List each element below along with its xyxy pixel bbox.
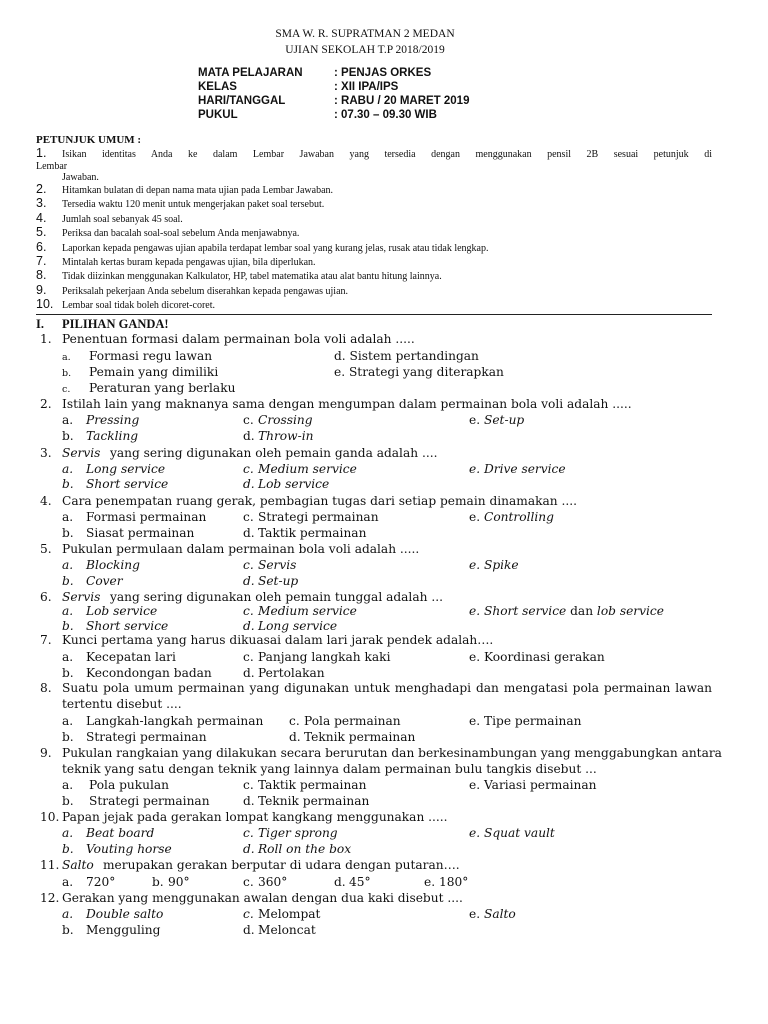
option-letter: c. [289, 714, 300, 728]
question-text: Cara penempatan ruang gerak, pembagian tugas dari setiap pemain dinamakan .... [62, 494, 577, 508]
option-letter: c. [243, 907, 254, 921]
section-number: I. [36, 317, 44, 331]
option-text: Kecondongan badan [86, 666, 212, 680]
option-text: Strategi permainan [258, 510, 379, 524]
option-text: Meloncat [258, 923, 316, 937]
option-letter: b. [62, 794, 74, 808]
option-text: e. Strategi yang diterapkan [334, 365, 504, 379]
question-text: Penentuan formasi dalam permainan bola voli adalah ..... [62, 332, 415, 346]
section-title: PILIHAN GANDA! [62, 317, 169, 331]
meta-value-class: : XII IPA/IPS [334, 81, 399, 93]
option-letter: e. [469, 907, 481, 921]
instruction-number: 6. [36, 240, 47, 254]
option-text: Medium service [258, 604, 357, 618]
option-letter: e. [469, 778, 481, 792]
option-text: Siasat permainan [86, 526, 195, 540]
question-text: yang sering digunakan oleh pemain ganda adalah .... [110, 446, 438, 460]
instruction-text: Laporkan kepada pengawas ujian apabila terdapat lembar soal yang kurang jelas, rusak atau tidak lengkap. [62, 243, 489, 254]
meta-label-date: HARI/TANGGAL [198, 95, 286, 107]
option-letter: b. [62, 842, 74, 856]
option-letter: c. [62, 384, 71, 395]
option-text: Tiger sprong [258, 826, 338, 840]
option-letter: b. [62, 730, 74, 744]
meta-label-subject: MATA PELAJARAN [198, 67, 303, 79]
question-number: 2. [40, 397, 52, 411]
instruction-text: Periksa dan bacalah soal-soal sebelum Anda menjawabnya. [62, 228, 300, 239]
option-text: Strategi permainan [89, 794, 210, 808]
option-text: Pertolakan [258, 666, 325, 680]
question-text: yang sering digunakan oleh pemain tunggal adalah ... [110, 590, 443, 604]
option-text: Controlling [484, 510, 554, 524]
option-text [484, 604, 664, 618]
option-letter: e. [469, 826, 481, 840]
option-text: Blocking [86, 558, 140, 572]
option-letter: a. [62, 558, 74, 572]
option-letter: b. [62, 526, 74, 540]
option-text: Double salto [86, 907, 164, 921]
option-letter: a. [62, 604, 74, 618]
option-text: Teknik permainan [258, 794, 370, 808]
instruction-number: 7. [36, 254, 47, 268]
option-letter: a. [62, 462, 74, 476]
option-text: Langkah-langkah permainan [86, 714, 264, 728]
option-text: 90° [168, 875, 190, 889]
question-lead: Servis [62, 590, 101, 604]
meta-label-class: KELAS [198, 81, 237, 93]
instruction-text: Jumlah soal sebanyak 45 soal. [62, 214, 183, 225]
question-text: Papan jejak pada gerakan lompat kangkang menggunakan ..... [62, 810, 448, 824]
question-number: 8. [40, 681, 52, 695]
instruction-number: 5. [36, 225, 47, 239]
option-letter: a. [62, 826, 74, 840]
option-text-conjunction: dan [566, 604, 597, 618]
question-number: 4. [40, 494, 52, 508]
option-letter: a. [62, 875, 74, 889]
option-text: Short service [86, 619, 169, 633]
question-text: Istilah lain yang maknanya sama dengan mengumpan dalam permainan bola voli adalah ..... [62, 397, 632, 411]
option-text: 45° [349, 875, 371, 889]
instruction-number: 4. [36, 211, 47, 225]
option-letter: e. [469, 413, 481, 427]
meta-value-time: : 07.30 – 09.30 WIB [334, 109, 437, 121]
option-text: Pola pukulan [89, 778, 169, 792]
option-letter: e. [469, 462, 481, 476]
option-letter: a. [62, 907, 74, 921]
instruction-number: 3. [36, 196, 47, 210]
option-letter: c. [243, 604, 254, 618]
option-letter: a. [62, 778, 74, 792]
question-number: 6. [40, 590, 52, 604]
option-text: Koordinasi gerakan [484, 650, 605, 664]
option-text: Crossing [258, 413, 313, 427]
option-text-part: Short service [484, 604, 567, 618]
instruction-text-continued: Jawaban. [62, 172, 99, 183]
instruction-text-continued: Lembar [36, 161, 68, 172]
option-text: Pemain yang dimiliki [89, 365, 219, 379]
option-text: Long service [258, 619, 338, 633]
meta-label-time: PUKUL [198, 109, 238, 121]
instruction-text: Isikan identitas Anda ke dalam Lembar Jawaban yang tersedia dengan menggunakan pensil 2B sesuai petunjuk di [62, 149, 712, 160]
option-letter: d. [243, 842, 255, 856]
option-letter: b. [62, 619, 74, 633]
option-text: Mengguling [86, 923, 161, 937]
meta-value-date: : RABU / 20 MARET 2019 [334, 95, 470, 107]
option-letter: c. [243, 778, 254, 792]
option-text: Medium service [258, 462, 357, 476]
option-text: Variasi permainan [484, 778, 597, 792]
option-letter: b. [152, 875, 164, 889]
question-number: 1. [40, 332, 52, 346]
question-number: 12. [40, 891, 60, 905]
instruction-number: 2. [36, 182, 47, 196]
option-text: Pressing [86, 413, 140, 427]
question-number: 9. [40, 746, 52, 760]
exam-title: UJIAN SEKOLAH T.P 2018/2019 [285, 44, 445, 56]
question-text-continued: teknik yang satu dengan teknik yang lainnya dalam permainan bulu tangkis disebut ... [62, 762, 597, 776]
question-text: Pukulan rangkaian yang dilakukan secara berurutan dan berkesinambungan yang menggabungkan antara [62, 746, 722, 760]
question-lead: Servis [62, 446, 101, 460]
option-letter: d. [243, 923, 255, 937]
option-text: Drive service [484, 462, 566, 476]
option-text: Lob service [86, 604, 158, 618]
option-letter: d. [243, 619, 255, 633]
option-letter: c. [243, 650, 254, 664]
option-text: Set-up [484, 413, 525, 427]
school-name: SMA W. R. SUPRATMAN 2 MEDAN [275, 28, 455, 40]
option-text: Peraturan yang berlaku [89, 381, 236, 395]
option-text: Taktik permainan [258, 778, 367, 792]
question-number: 3. [40, 446, 52, 460]
option-letter: b. [62, 477, 74, 491]
instruction-number: 8. [36, 268, 47, 282]
option-letter: c. [243, 875, 254, 889]
option-letter: e. [469, 558, 481, 572]
option-text: Short service [86, 477, 169, 491]
option-text: Throw-in [258, 429, 314, 443]
option-letter: b. [62, 923, 74, 937]
option-text: Squat vault [484, 826, 555, 840]
question-number: 7. [40, 633, 52, 647]
option-letter: d. [243, 526, 255, 540]
option-letter: e. [424, 875, 436, 889]
option-text: 180° [439, 875, 469, 889]
instruction-text: Tersedia waktu 120 menit untuk mengerjakan paket soal tersebut. [62, 199, 325, 210]
option-letter: c. [243, 510, 254, 524]
option-letter: a. [62, 510, 74, 524]
question-text: Suatu pola umum permainan yang digunakan untuk menghadapi dan mengatasi pola permainan lawan [62, 681, 712, 695]
instruction-text: Lembar soal tidak boleh dicoret-coret. [62, 300, 215, 311]
option-text: Formasi permainan [86, 510, 207, 524]
question-number: 5. [40, 542, 52, 556]
option-text: Servis [258, 558, 297, 572]
option-letter: e. [469, 604, 481, 618]
instruction-text: Periksalah pekerjaan Anda sebelum diserahkan kepada pengawas ujian. [62, 286, 349, 297]
option-text: Tipe permainan [484, 714, 582, 728]
option-letter: b. [62, 368, 72, 379]
option-letter: d. [334, 875, 346, 889]
option-letter: b. [62, 666, 74, 680]
option-letter: e. [469, 714, 481, 728]
option-text: Panjang langkah kaki [258, 650, 391, 664]
option-text: Strategi permainan [86, 730, 207, 744]
instruction-number: 9. [36, 283, 47, 297]
question-text: Gerakan yang menggunakan awalan dengan dua kaki disebut .... [62, 891, 463, 905]
option-letter: b. [62, 429, 74, 443]
option-text: Taktik permainan [258, 526, 367, 540]
option-letter: d. [289, 730, 301, 744]
instruction-text: Hitamkan bulatan di depan nama mata ujian pada Lembar Jawaban. [62, 185, 334, 196]
option-text: Teknik permainan [304, 730, 416, 744]
option-letter: c. [243, 826, 254, 840]
option-text: Vouting horse [86, 842, 172, 856]
question-text: Pukulan permulaan dalam permainan bola voli adalah ..... [62, 542, 420, 556]
option-text: Kecepatan lari [86, 650, 176, 664]
option-text: d. Sistem pertandingan [334, 349, 479, 363]
instructions-title: PETUNJUK UMUM : [36, 134, 142, 146]
option-letter: d. [243, 666, 255, 680]
option-text: Pola permainan [304, 714, 401, 728]
option-letter: a. [62, 352, 71, 363]
instruction-text: Tidak diizinkan menggunakan Kalkulator, HP, tabel matematika atau alat bantu hitung lainnya. [62, 271, 442, 282]
option-letter: c. [243, 558, 254, 572]
option-letter: d. [243, 477, 255, 491]
option-text-part: lob service [596, 604, 664, 618]
option-text: Roll on the box [258, 842, 352, 856]
question-lead: Salto [62, 858, 94, 872]
option-letter: c. [243, 413, 254, 427]
option-letter: b. [62, 574, 74, 588]
option-letter: a. [62, 650, 74, 664]
option-text: Melompat [258, 907, 321, 921]
question-text: Kunci pertama yang harus dikuasai dalam lari jarak pendek adalah…. [62, 633, 494, 647]
option-text: Set-up [258, 574, 299, 588]
option-text: Salto [484, 907, 516, 921]
option-text: Tackling [86, 429, 139, 443]
option-letter: c. [243, 462, 254, 476]
option-text: 720° [86, 875, 116, 889]
option-text: Cover [86, 574, 123, 588]
question-text: merupakan gerakan berputar di udara dengan putaran…. [103, 858, 460, 872]
option-text: Lob service [258, 477, 330, 491]
option-text: Beat board [86, 826, 155, 840]
question-number: 11. [40, 858, 60, 872]
option-letter: e. [469, 650, 481, 664]
option-letter: a. [62, 413, 74, 427]
option-letter: a. [62, 714, 74, 728]
option-letter: d. [243, 574, 255, 588]
instruction-text: Mintalah kertas buram kepada pengawas ujian, bila diperlukan. [62, 257, 316, 268]
question-text-continued: tertentu disebut .... [62, 697, 182, 711]
instruction-number: 10. [36, 297, 54, 311]
section-divider [36, 314, 712, 315]
question-number: 10. [40, 810, 60, 824]
option-letter: d. [243, 429, 255, 443]
option-text: Spike [484, 558, 519, 572]
option-text: Formasi regu lawan [89, 349, 213, 363]
meta-value-subject: : PENJAS ORKES [334, 67, 432, 79]
option-letter: e. [469, 510, 481, 524]
option-text: Long service [86, 462, 166, 476]
option-text: 360° [258, 875, 288, 889]
instruction-number: 1. [36, 146, 47, 160]
option-letter: d. [243, 794, 255, 808]
